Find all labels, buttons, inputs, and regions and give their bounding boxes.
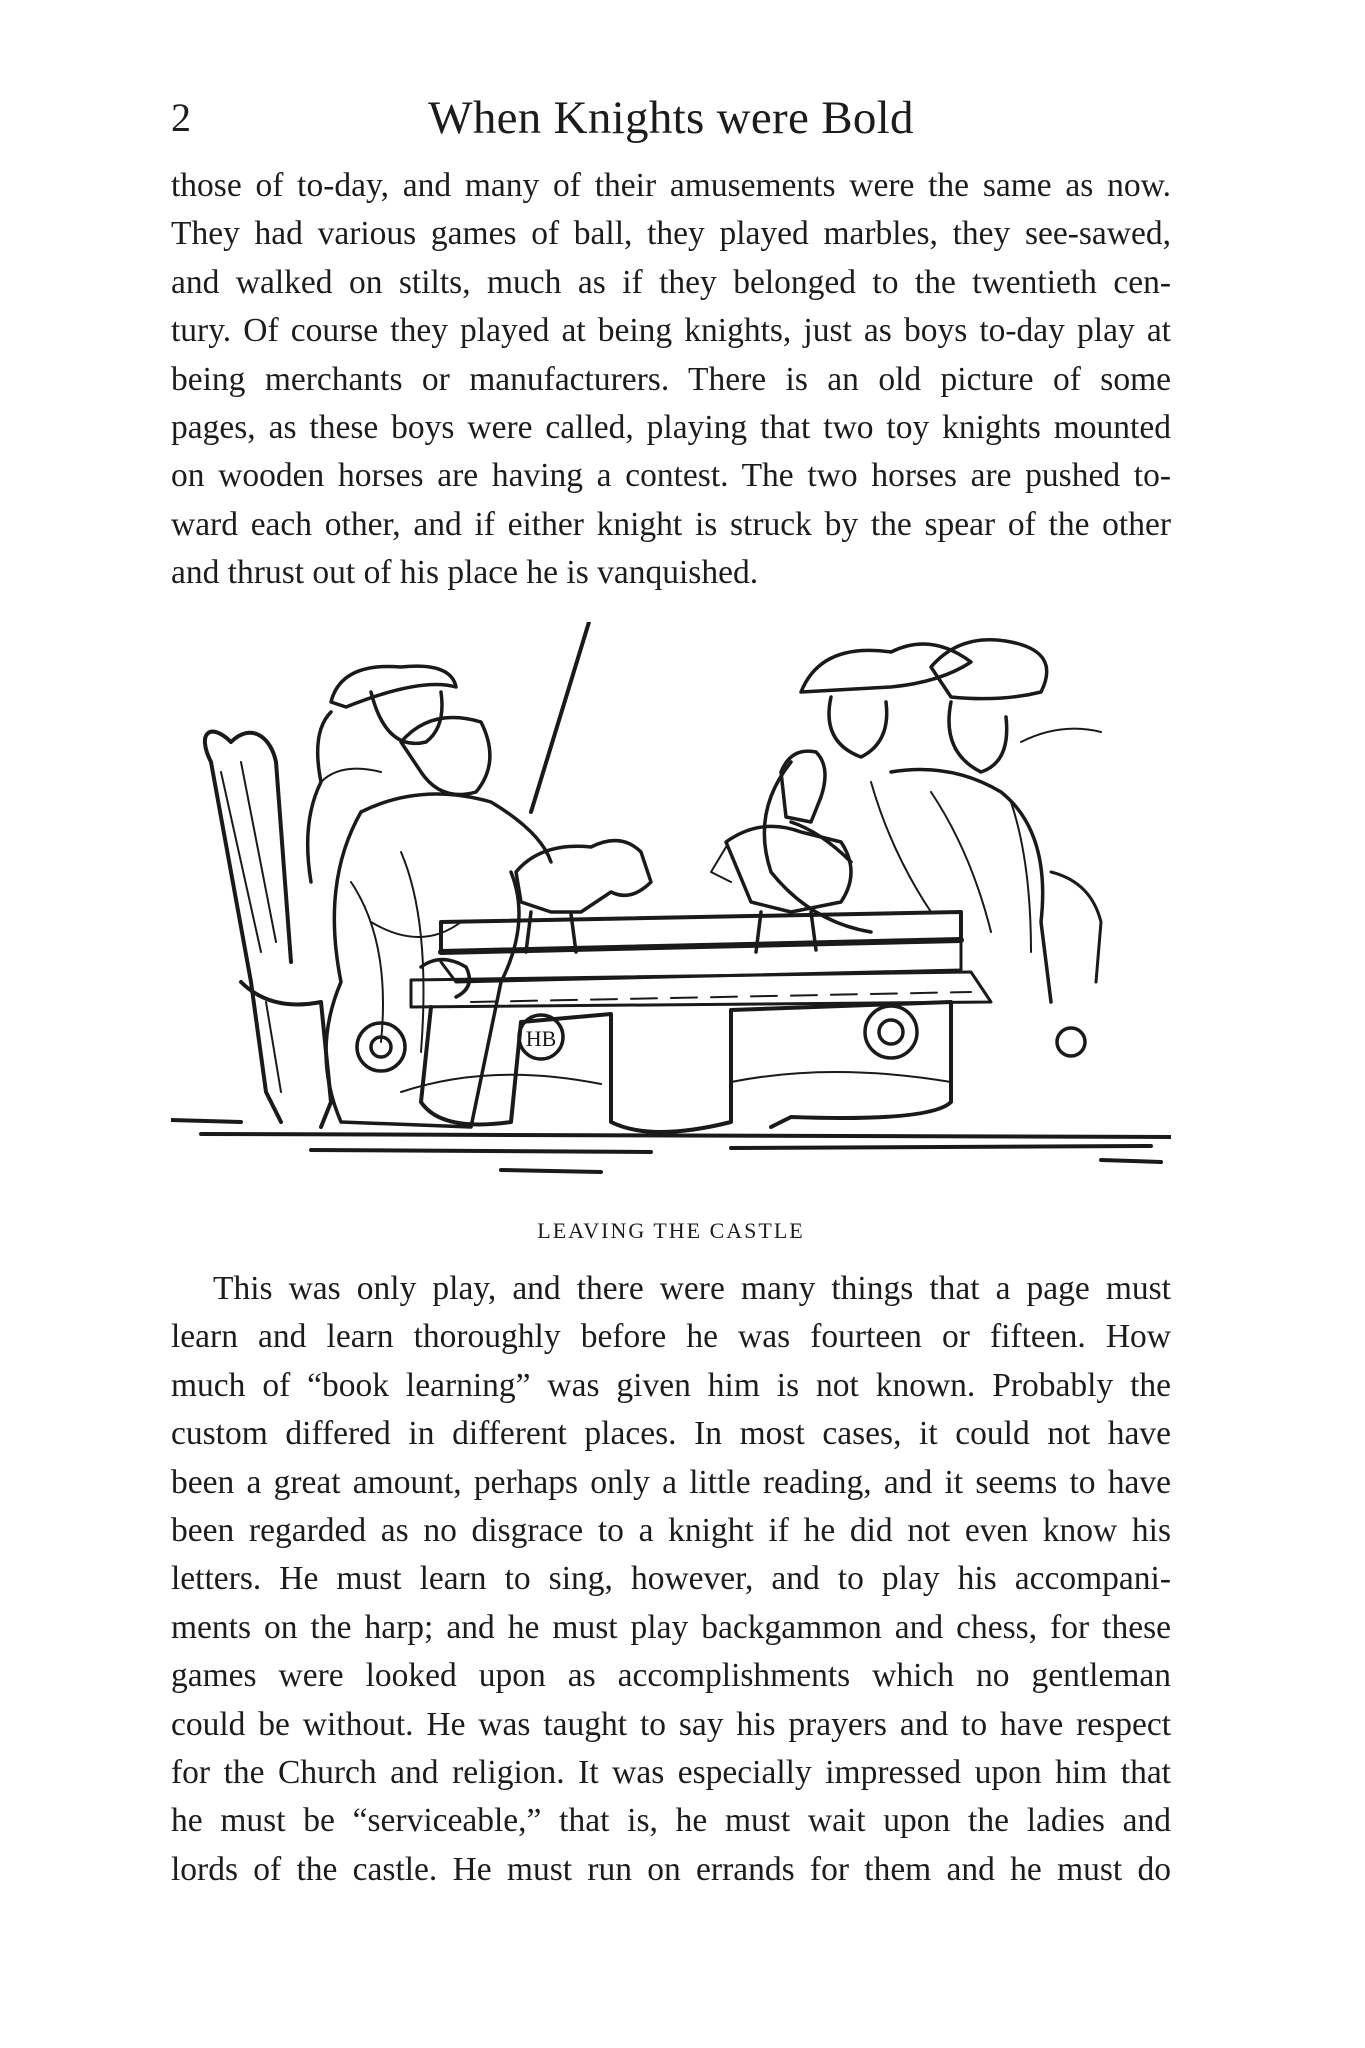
running-title: When Knights were Bold — [428, 92, 914, 144]
text-line: could be without. He was taught to say his prayers and to have respect — [171, 1705, 1171, 1743]
chair — [205, 732, 331, 1127]
running-head — [171, 88, 1171, 148]
text-line: on wooden horses are having a contest. The two horses are pushed to- — [171, 457, 1171, 495]
figure-caption: LEAVING THE CASTLE — [537, 1218, 805, 1243]
text-line: he must be “serviceable,” that is, he must wait upon the ladies and — [171, 1802, 1171, 1840]
body-text-bottom — [171, 1265, 1171, 1894]
table-monogram: HB — [525, 1026, 557, 1051]
table-ornaments — [357, 1006, 1085, 1071]
illustration-drawing — [171, 622, 1171, 1202]
woodcut-illustration — [171, 622, 1171, 1202]
text-line: ward each other, and if either knight is struck by the spear of the other — [171, 505, 1171, 543]
toy-knight — [781, 751, 851, 862]
toy-lance — [531, 622, 589, 812]
text-line: They had various games of ball, they played marbles, they see-sawed, — [171, 215, 1171, 253]
paragraph-2 — [171, 1265, 1171, 1894]
paragraph-1 — [171, 162, 1171, 598]
text-line: and thrust out of his place he is vanquished. — [171, 554, 759, 592]
text-line: ments on the harp; and he must play backgammon and chess, for these — [171, 1608, 1171, 1646]
text-line: and walked on stilts, much as if they belonged to the twentieth cen- — [171, 263, 1171, 301]
body-text-top — [171, 162, 1171, 598]
table — [401, 912, 991, 1132]
toy-horses — [516, 826, 851, 952]
page-figure-standing — [308, 666, 456, 882]
text-line: custom differed in different places. In most cases, it could not have — [171, 1415, 1171, 1453]
text-line: pages, as these boys were called, playing that two toy knights mounted — [171, 409, 1171, 447]
page-number: 2 — [171, 95, 191, 140]
text-line: for the Church and religion. It was especially impressed upon him that — [171, 1754, 1171, 1792]
text-line: tury. Of course they played at being knights, just as boys to-day play at — [171, 312, 1171, 350]
text-line: learn and learn thoroughly before he was fourteen or fifteen. How — [171, 1318, 1171, 1356]
text-line: been regarded as no disgrace to a knight if he did not even know his — [171, 1512, 1171, 1550]
text-line: This was only play, and there were many things that a page must — [213, 1270, 1171, 1307]
text-line: games were looked upon as accomplishments which no gentleman — [171, 1657, 1171, 1695]
text-line: been a great amount, perhaps only a little reading, and it seems to have — [171, 1463, 1171, 1501]
text-line: lords of the castle. He must run on errands for them and he must do — [171, 1850, 1171, 1888]
text-line: those of to-day, and many of their amusements were the same as now. — [171, 167, 1171, 204]
text-line: letters. He must learn to sing, however, and to play his accompani- — [171, 1560, 1171, 1598]
text-line: much of “book learning” was given him is not known. Probably the — [171, 1366, 1171, 1404]
text-line: being merchants or manufacturers. There is an old picture of some — [171, 360, 1171, 398]
